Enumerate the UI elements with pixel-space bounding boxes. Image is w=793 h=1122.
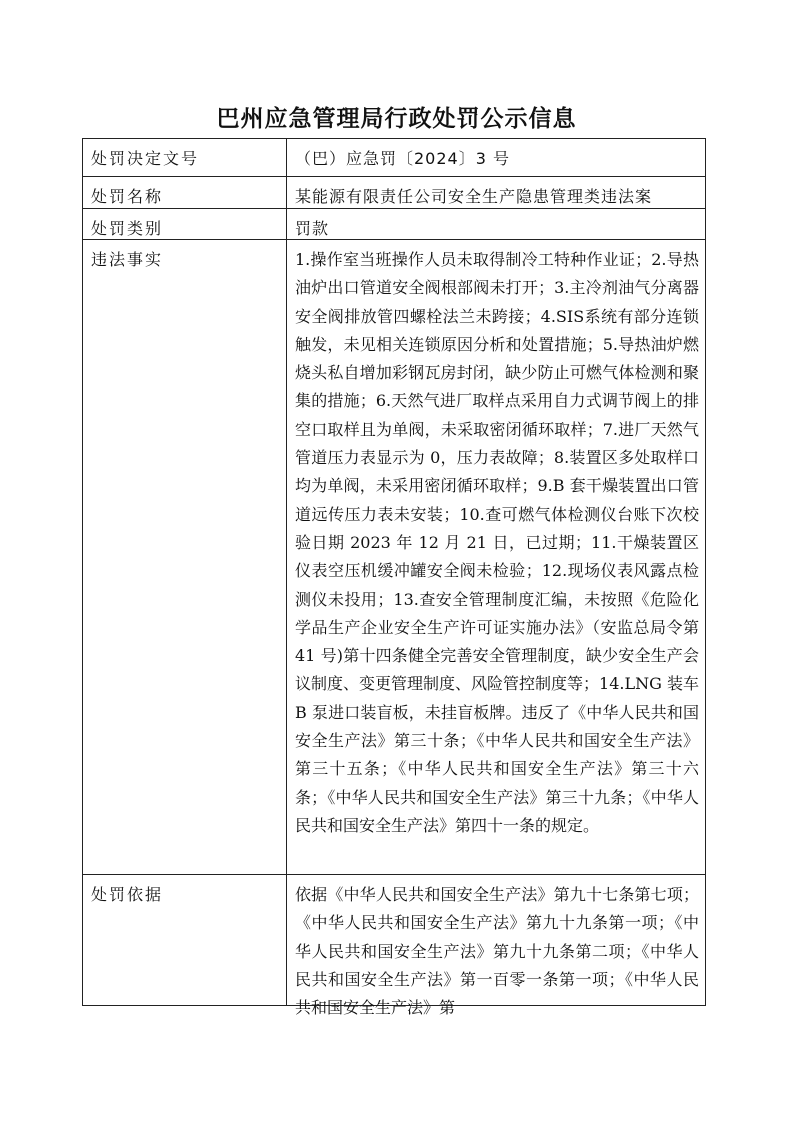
row-value: 罚款 [287,209,706,240]
row-value: 某能源有限责任公司安全生产隐患管理类违法案 [287,177,706,209]
row-value: （巴）应急罚〔2024〕3 号 [287,139,706,177]
row-value: 依据《中华人民共和国安全生产法》第九十七条第七项；《中华人民共和国安全生产法》第九十九条第一项；《中华人民共和国安全生产法》第九十九条第二项；《中华人民共和国安全生产法》第一百零一条第一项；《中华人民共和国安全生产法》第 [295,885,699,1018]
table-row-penalty-basis [83,875,706,1006]
table-row-penalty-name [83,177,706,209]
row-label: 处罚名称 [83,177,287,209]
row-value: 1.操作室当班操作人员未取得制冷工特种作业证；2.导热油炉出口管道安全阀根部阀未打开；3.主冷剂油气分离器安全阀排放管四螺栓法兰未跨接；4.SIS系统有部分连锁触发，未见相关连锁原因分析和处置措施；5.导热油炉燃烧头私自增加彩钢瓦房封闭，缺少防止可燃气体检测和聚集的措施；6.天然气进厂取样点采用自力式调节阀上的排空口取样且为单阀，未采取密闭循环取样；7.进厂天然气管道压力表显示为 0，压力表故障；8.装置区多处取样口均为单阀，未采用密闭循环取样；9.B 套干燥装置出口管道远传压力表未安装；10.查可燃气体检测仪台账下次校验日期 2023 年 12 月 21 日，已过期；11.干燥装置区仪表空压机缓冲罐安全阀未检验；12.现场仪表风露点检测仪未投用；13.查安全管理制度汇编，未按照《危险化学品生产企业安全生产许可证实施办法》（安监总局令第 41 号)第十四条健全完善安全管理制度，缺少安全生产会议制度、变更管理制度、风险管控制度等；14.LNG 装车 B 泵进口装盲板，未挂盲板牌。违反了《中华人民共和国安全生产法》第三十条；《中华人民共和国安全生产法》第三十五条；《中华人民共和国安全生产法》第三十六条；《中华人民共和国安全生产法》第三十九条；《中华人民共和国安全生产法》第四十一条的规定。 [287,240,706,875]
penalty-info-table [82,138,706,1018]
table-row-violation-facts [83,240,706,875]
table-row-penalty-category [83,209,706,240]
table-row-decision-number [83,139,706,177]
document-title: 巴州应急管理局行政处罚公示信息 [216,105,577,132]
row-label: 违法事实 [83,240,287,875]
row-value-container [287,875,706,1018]
row-label: 处罚决定文号 [83,139,287,177]
row-label: 处罚类别 [83,209,287,240]
row-label: 处罚依据 [83,875,287,1006]
